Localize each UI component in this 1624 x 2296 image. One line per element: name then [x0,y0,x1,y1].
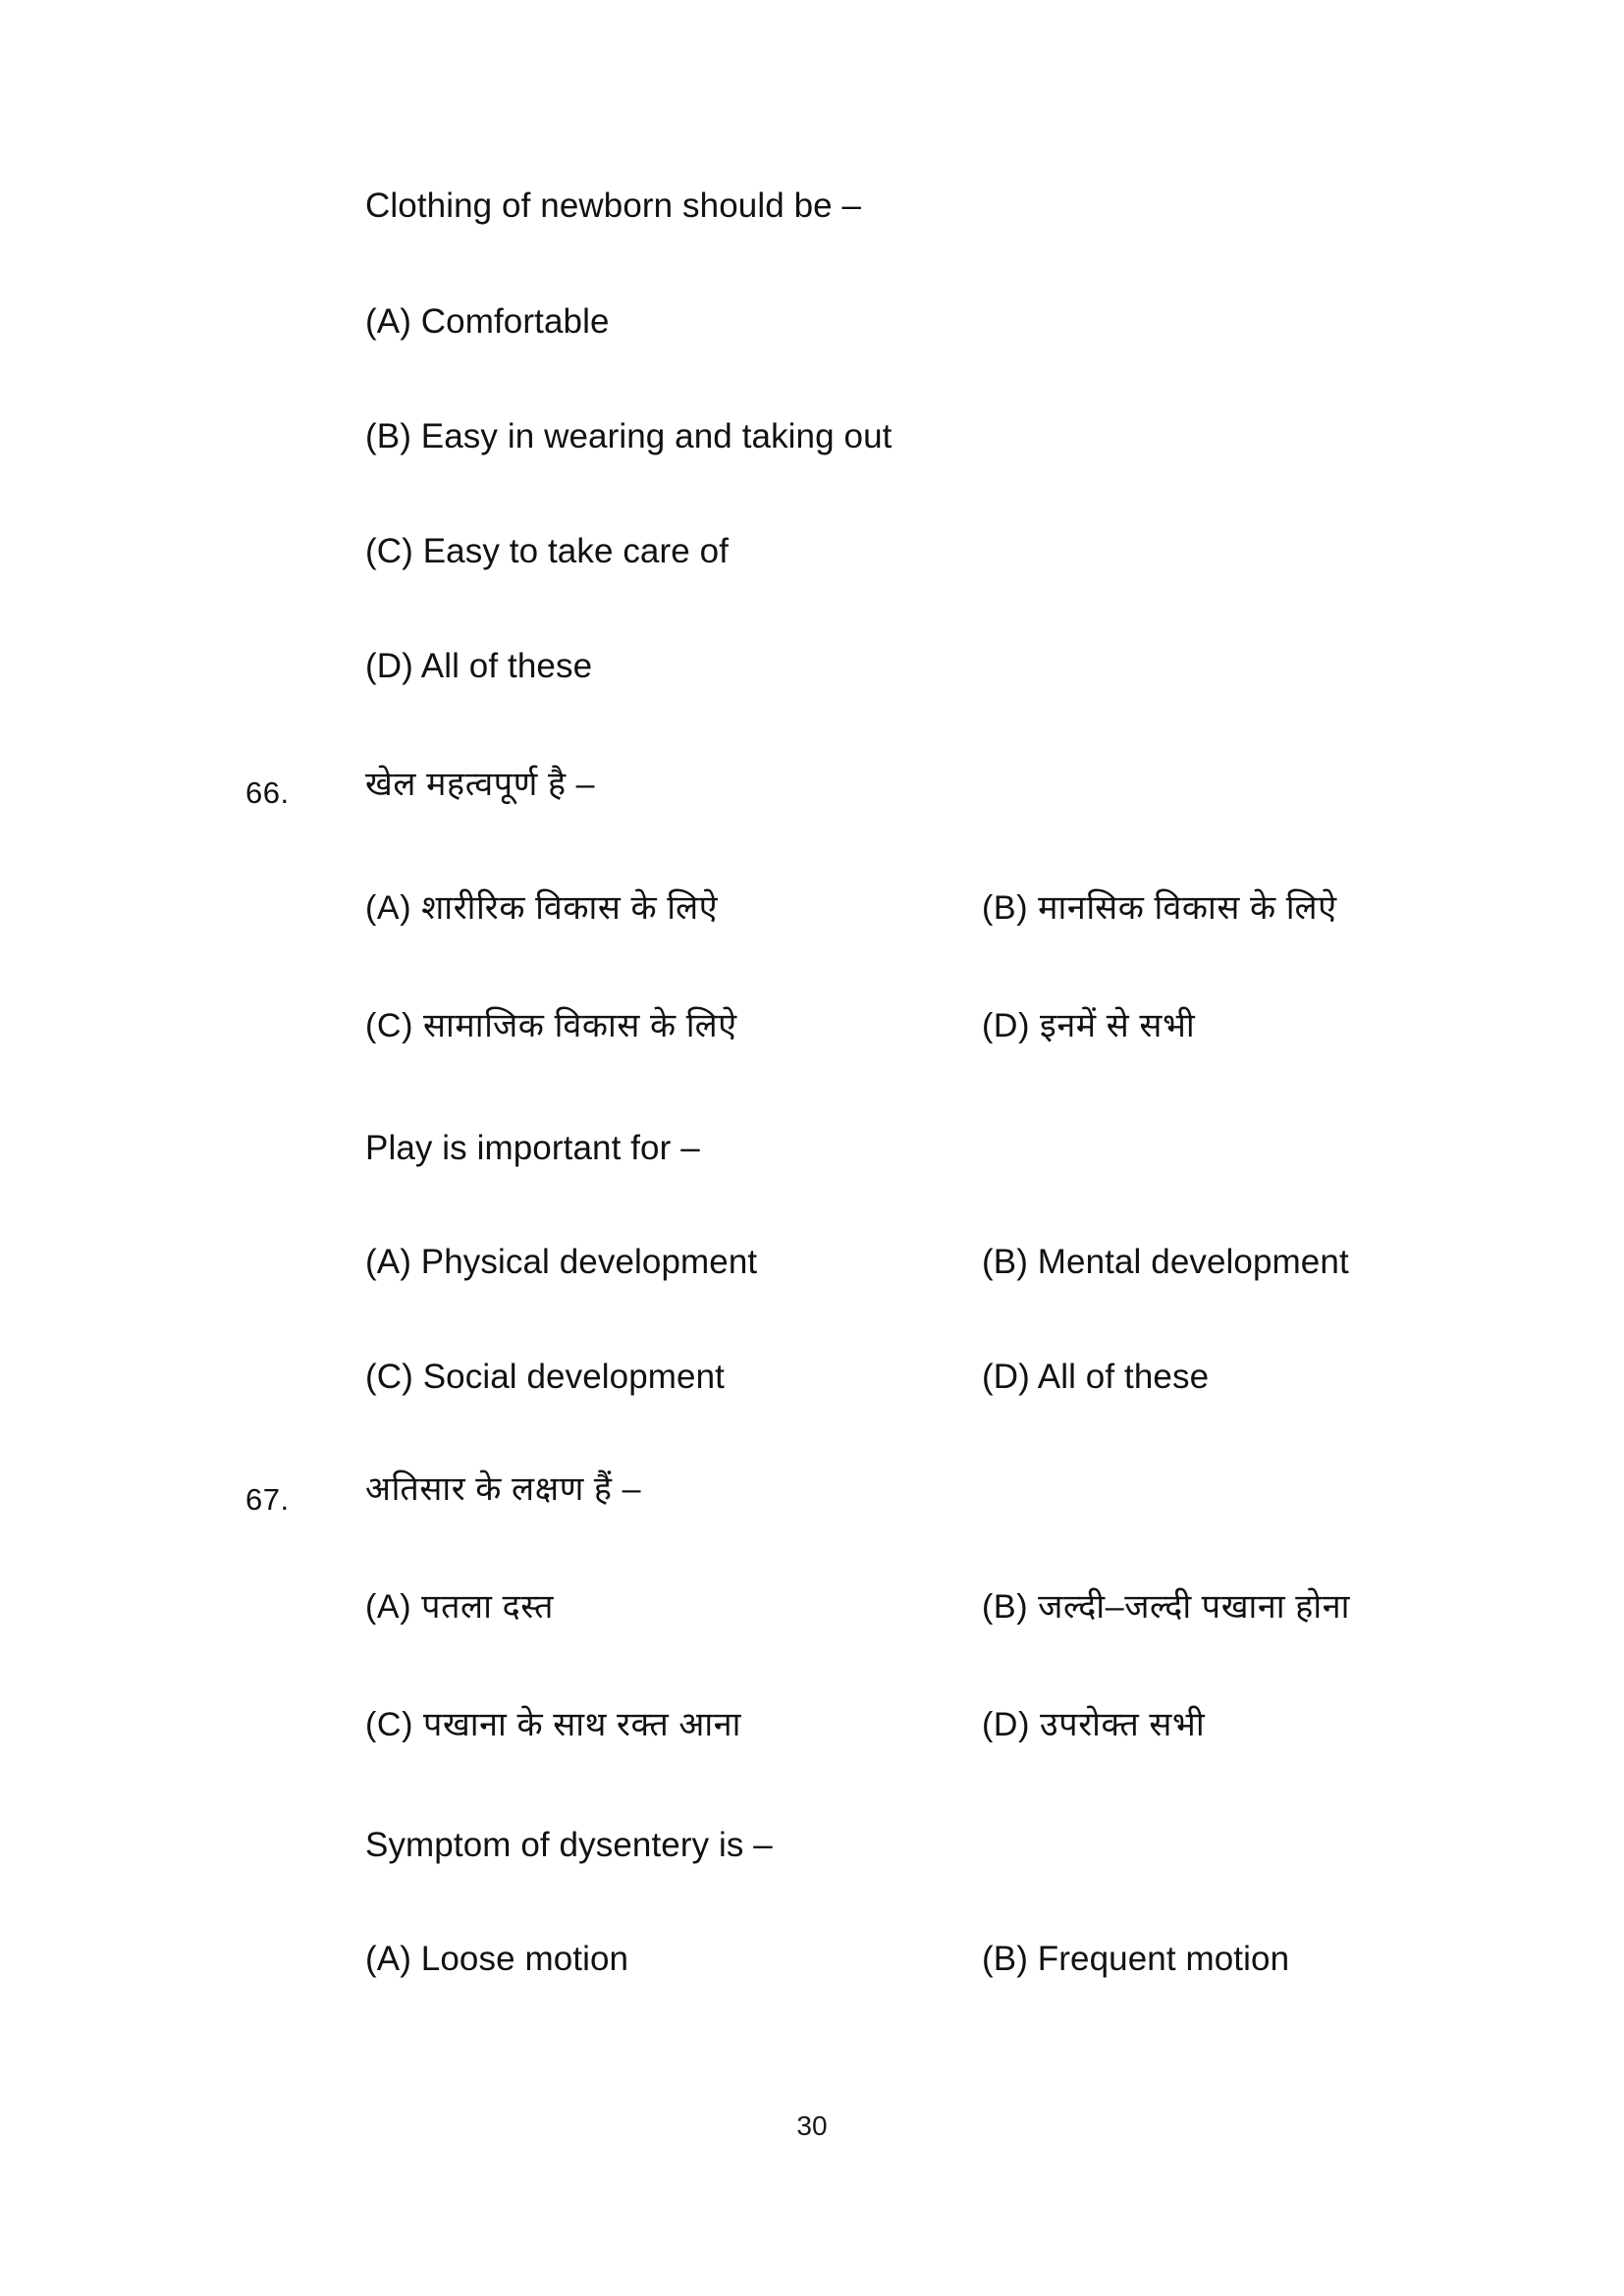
option-d-english-carryover: (D) All of these [365,647,593,685]
question-66-option-b-hindi: (B) मानसिक विकास के लिऐ [982,889,1337,927]
question-66-option-d-hindi: (D) इनमें से सभी [982,1007,1196,1044]
page-number: 30 [796,2110,828,2141]
question-66-stem-hindi: खेल महत्वपूर्ण है – [365,766,596,803]
question-67-option-c-hindi: (C) पखाना के साथ रक्त आना [365,1706,741,1743]
question-number-66: 66. [245,775,290,810]
question-67-option-d-hindi: (D) उपरोक्त सभी [982,1706,1206,1743]
question-67-option-b-hindi: (B) जल्दी–जल्दी पखाना होना [982,1588,1350,1626]
question-67-option-b-english: (B) Frequent motion [982,1940,1290,1978]
question-number-67: 67. [245,1482,290,1517]
question-66-option-a-english: (A) Physical development [365,1243,758,1281]
question-67-stem-english: Symptom of dysentery is – [365,1826,773,1864]
question-66-option-c-english: (C) Social development [365,1358,725,1396]
question-67-stem-hindi: अतिसार के लक्षण हैं – [365,1470,642,1508]
question-66-stem-english: Play is important for – [365,1129,700,1167]
question-67-option-a-hindi: (A) पतला दस्त [365,1588,555,1626]
question-stem-english-carryover: Clothing of newborn should be – [365,187,862,225]
question-66-option-b-english: (B) Mental development [982,1243,1349,1281]
option-c-english-carryover: (C) Easy to take care of [365,532,730,570]
option-b-english-carryover: (B) Easy in wearing and taking out [365,417,893,455]
question-66-option-c-hindi: (C) सामाजिक विकास के लिऐ [365,1007,737,1044]
question-66-option-a-hindi: (A) शारीरिक विकास के लिऐ [365,889,719,927]
question-67-option-a-english: (A) Loose motion [365,1940,629,1978]
option-a-english-carryover: (A) Comfortable [365,302,610,341]
question-66-option-d-english: (D) All of these [982,1358,1210,1396]
